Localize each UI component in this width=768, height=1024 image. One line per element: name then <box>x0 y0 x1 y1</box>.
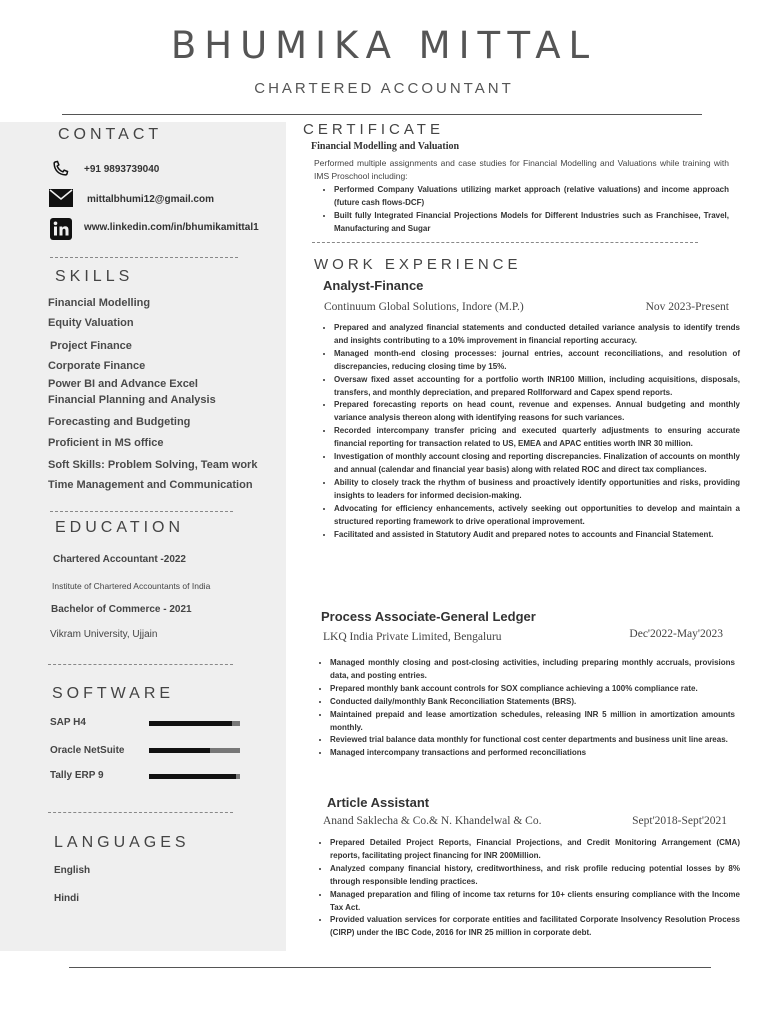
list-item: • Prepared forecasting reports on head count, revenue and expenses. Annual budgeting and monthly variance analysis thereon along with identifying reasons for such variances. <box>334 399 740 425</box>
work-experience-title: WORK EXPERIENCE <box>314 256 522 273</box>
footer-divider <box>69 967 711 968</box>
list-item: • Managed intercompany transactions and performed reconciliations <box>330 747 735 760</box>
languages-title: LANGUAGES <box>54 834 190 851</box>
candidate-name: BHUMIKA MITTAL <box>170 24 598 67</box>
list-item: • Managed monthly closing and post-closing activities, including preparing monthly accruals, provisions data, and posting entries. <box>330 657 735 683</box>
list-item: • Maintained prepaid and lease amortization schedules, releasing INR 5 million in amortization amounts monthly. <box>330 709 735 735</box>
list-item: • Recorded intercompany transfer pricing and executed quarterly adjustments to ensuring accurate financial reporting for transaction related to US, EMEA and APAC entities worth INR 30 million. <box>334 425 740 451</box>
linkedin-icon <box>50 218 72 245</box>
skill-item: Financial Planning and Analysis <box>48 394 216 406</box>
skill-item: Project Finance <box>50 340 132 352</box>
job-dates: Nov 2023-Present <box>645 301 729 313</box>
contact-title: CONTACT <box>58 126 163 143</box>
list-item: • Oversaw fixed asset accounting for a portfolio worth INR100 Million, including acquisitions, disposals, transfers, and monthly depreciation, and prepared Rollforward and Capex spend reports. <box>334 374 740 400</box>
education-institution: Vikram University, Ujjain <box>50 629 158 640</box>
job-dates: Sept'2018-Sept'2021 <box>632 815 727 827</box>
software-name: Tally ERP 9 <box>50 770 104 781</box>
job-company: Anand Saklecha & Co.& N. Khandelwal & Co. <box>323 815 542 827</box>
certificate-name: Financial Modelling and Valuation <box>311 141 460 152</box>
list-item: • Advocating for efficiency enhancements, actively seeking out opportunities to develop and maintain a structured reporting framework to drive operational improvement. <box>334 503 740 529</box>
contact-linkedin: www.linkedin.com/in/bhumikamittal1 <box>84 222 259 233</box>
skill-item: Financial Modelling <box>48 297 151 309</box>
list-item: • Prepared Detailed Project Reports, Financial Projections, and Credit Monitoring Arrangement (CMA) reports, facilitating project financing for INR 200Million. <box>330 837 740 863</box>
list-item: • Managed month-end closing processes: journal entries, account reconciliations, and resolution of discrepancies, reducing closing time by 15%. <box>334 348 740 374</box>
education-institution: Institute of Chartered Accountants of India <box>52 581 211 591</box>
education-degree: Chartered Accountant -2022 <box>53 554 186 565</box>
divider <box>50 511 233 512</box>
job-dates: Dec'2022-May'2023 <box>629 628 723 640</box>
skill-item: Forecasting and Budgeting <box>48 416 191 428</box>
list-item: • Managed preparation and filing of income tax returns for 10+ clients ensuring compliance with the Income Tax Act. <box>330 889 740 915</box>
divider <box>312 242 698 243</box>
software-level-bar <box>149 721 240 726</box>
job-bullets <box>318 837 740 940</box>
job-bullets <box>322 322 740 541</box>
certificate-title: CERTIFICATE <box>303 121 444 138</box>
phone-icon <box>50 159 70 184</box>
language-item: Hindi <box>54 893 79 904</box>
list-item: • Performed Company Valuations utilizing market approach (relative valuations) and income approach (future cash flows-DCF) <box>334 184 729 210</box>
job-title: Analyst-Finance <box>323 278 424 293</box>
email-icon <box>49 189 73 212</box>
job-company: LKQ India Private Limited, Bengaluru <box>323 631 502 643</box>
list-item: • Ability to closely track the rhythm of business and proactively identify opportunities and risks, providing insights to leaders for informed decision-making. <box>334 477 740 503</box>
job-title: Process Associate-General Ledger <box>321 609 536 624</box>
candidate-role: CHARTERED ACCOUNTANT <box>254 80 514 97</box>
contact-phone: +91 9893739040 <box>84 164 160 175</box>
skill-item: Power BI and Advance Excel <box>48 378 198 390</box>
list-item: • Reviewed trial balance data monthly for functional cost center departments and business unit line areas. <box>330 734 735 747</box>
list-item: • Prepared monthly bank account controls for SOX compliance achieving a 100% compliance rate. <box>330 683 735 696</box>
certificate-description: Performed multiple assignments and case studies for Financial Modelling and Valuations while training with IMS Proschool including: <box>314 158 729 181</box>
list-item: • Built fully Integrated Financial Projections Models for Different Industries such as Franchisee, Travel, Manufacturing and Sugar <box>334 210 729 236</box>
list-item: • Investigation of monthly account closing and reporting discrepancies. Finalization of accounts on monthly and annual (calendar and financial year basis) along with related ROC and direct tax compliances. <box>334 451 740 477</box>
list-item: • Analyzed company financial history, creditworthiness, and risk profile reducing potential losses by 8% through responsible lending practices. <box>330 863 740 889</box>
software-title: SOFTWARE <box>52 685 175 702</box>
skill-item: Corporate Finance <box>48 360 146 372</box>
skill-item: Proficient in MS office <box>48 437 164 449</box>
software-name: SAP H4 <box>50 717 86 728</box>
education-degree: Bachelor of Commerce - 2021 <box>51 604 192 615</box>
skill-item: Equity Valuation <box>48 317 134 329</box>
divider <box>50 257 238 258</box>
skill-item: Soft Skills: Problem Solving, Team work <box>48 459 258 471</box>
software-level-bar <box>149 748 240 753</box>
list-item: • Conducted daily/monthly Bank Reconciliation Statements (BRS). <box>330 696 735 709</box>
list-item: • Provided valuation services for corporate entities and facilitated Corporate Insolvency Resolution Process (CIRP) under the IBC Code, 2016 for INR 25 million in corporate debt. <box>330 914 740 940</box>
software-level-fill <box>149 748 210 753</box>
skill-item: Time Management and Communication <box>48 479 253 491</box>
list-item: • Facilitated and assisted in Statutory Audit and prepared notes to accounts and Financial Statement. <box>334 529 740 542</box>
skills-title: SKILLS <box>55 268 134 285</box>
certificate-bullets <box>322 184 729 236</box>
header-divider <box>62 114 702 115</box>
job-title: Article Assistant <box>327 795 430 810</box>
list-item: • Prepared and analyzed financial statements and conducted detailed variance analysis to identify trends and insights contributing to a 10% improvement in financial reporting accuracy. <box>334 322 740 348</box>
divider <box>48 664 233 665</box>
job-company: Continuum Global Solutions, Indore (M.P.) <box>324 301 524 313</box>
software-level-fill <box>149 721 232 726</box>
contact-email: mittalbhumi12@gmail.com <box>87 194 214 205</box>
software-level-fill <box>149 774 236 779</box>
job-bullets <box>318 657 735 760</box>
software-name: Oracle NetSuite <box>50 745 125 756</box>
education-title: EDUCATION <box>55 519 185 536</box>
software-level-bar <box>149 774 240 779</box>
divider <box>48 812 233 813</box>
language-item: English <box>54 865 91 876</box>
